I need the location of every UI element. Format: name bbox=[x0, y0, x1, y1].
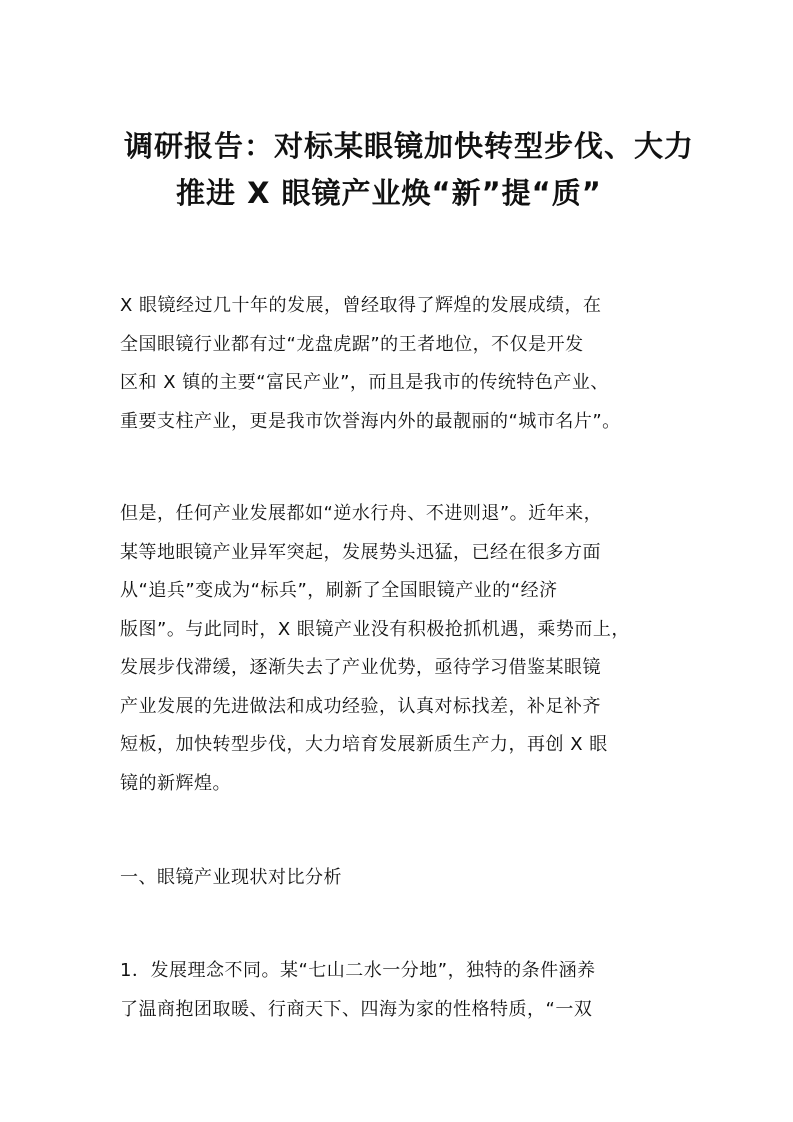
paragraph-line: 产业发展的先进做法和成功经验，认真对标找差，补足补齐 bbox=[120, 695, 601, 717]
document-title-line-1: 调研报告：对标某眼镜加快转型步伐、大力 bbox=[124, 129, 695, 163]
document-title-line-2: 推进 X 眼镜产业焕“新”提“质” bbox=[176, 176, 602, 210]
paragraph-line: 1．发展理念不同。某“七山二水一分地”，独特的条件涵养 bbox=[120, 960, 596, 981]
paragraph-point-1 bbox=[120, 952, 680, 1029]
section-heading-text: 一、眼镜产业现状对比分析 bbox=[120, 867, 342, 888]
paragraph-line: 镜的新辉煌。 bbox=[120, 772, 231, 794]
paragraph-line: 发展步伐滞缓，逐渐失去了产业优势，亟待学习借鉴某眼镜 bbox=[120, 657, 601, 678]
paragraph-line: 某等地眼镜产业异军突起，发展势头迅猛，已经在很多方面 bbox=[120, 541, 601, 563]
paragraph-background bbox=[120, 495, 680, 803]
paragraph-line: 版图”。与此同时，X 眼镜产业没有积极抢抓机遇，乘势而上， bbox=[120, 618, 630, 640]
paragraph-intro bbox=[120, 287, 680, 441]
paragraph-line: 全国眼镜行业都有过“龙盘虎踞”的王者地位，不仅是开发 bbox=[120, 333, 584, 355]
paragraph-line: 从“追兵”变成为“标兵”，刷新了全国眼镜产业的“经济 bbox=[120, 580, 558, 601]
paragraph-line: 短板，加快转型步伐，大力培育发展新质生产力，再创 X 眼 bbox=[120, 734, 608, 755]
paragraph-line: 重要支柱产业，更是我市饮誉海内外的最靓丽的“城市名片”。 bbox=[120, 410, 621, 432]
paragraph-line: 了温商抱团取暖、行商天下、四海为家的性格特质，“一双 bbox=[120, 998, 593, 1020]
paragraph-line: 但是，任何产业发展都如“逆水行舟、不进则退”。近年来， bbox=[120, 503, 603, 524]
paragraph-line: 区和 X 镇的主要“富民产业”，而且是我市的传统特色产业、 bbox=[120, 372, 609, 393]
section-heading bbox=[120, 859, 680, 898]
paragraph-line: X 眼镜经过几十年的发展，曾经取得了辉煌的发展成绩，在 bbox=[120, 295, 602, 316]
